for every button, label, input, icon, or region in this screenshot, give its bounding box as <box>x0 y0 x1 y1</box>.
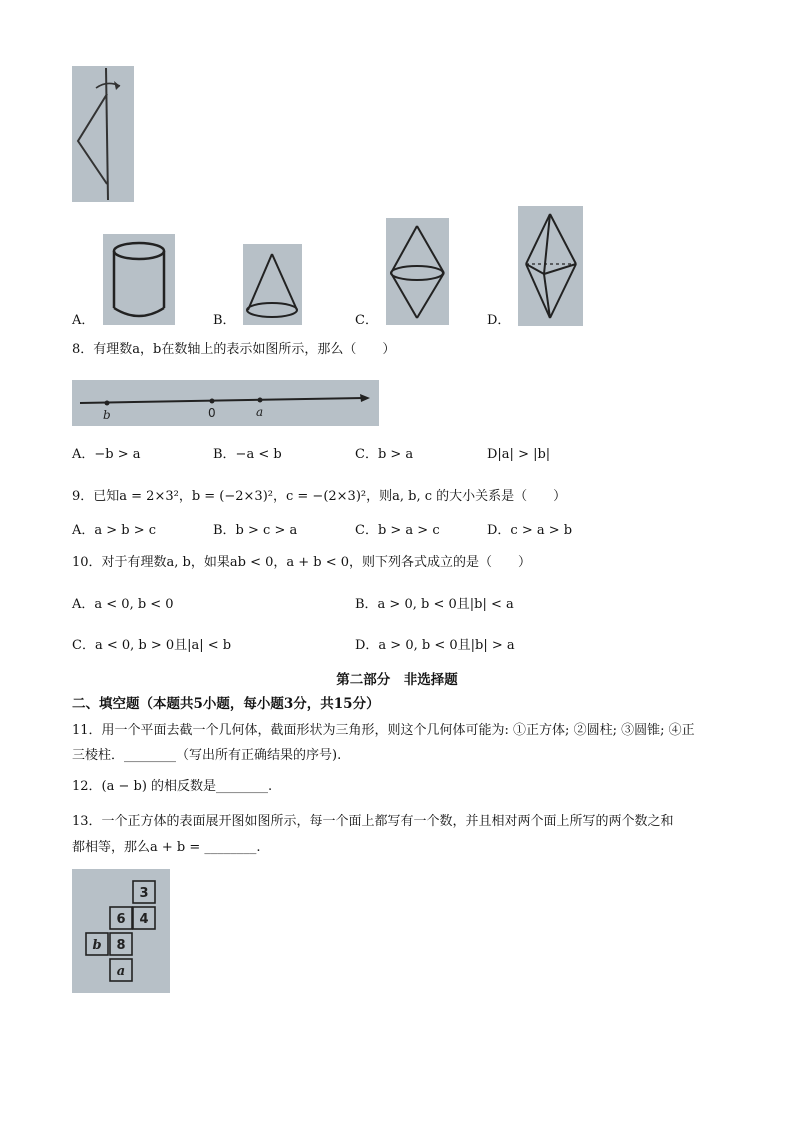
cube-net-figure <box>72 869 170 993</box>
q9-option-a: A．a > b > c <box>72 523 157 538</box>
numberline-label-zero: 0 <box>208 406 216 420</box>
net-face-8: 8 <box>116 938 126 953</box>
net-face-a: a <box>116 964 126 979</box>
q9-stem: 9．已知a = 2×3²，b = (−2×3)²，c = −(2×3)²，则a, b, c 的大小关系是（ ） <box>72 489 567 504</box>
fill-in-section-heading: 二、填空题（本题共5小题，每小题3分，共15分） <box>72 696 380 712</box>
net-face-4: 4 <box>139 912 149 927</box>
q13-line2: 都相等，那么a + b = ________. <box>72 840 261 855</box>
q8-option-b: B．−a < b <box>213 447 282 462</box>
q8-option-d: D|a| > |b| <box>487 447 551 462</box>
q7-option-c-label: C． <box>355 313 378 328</box>
number-line-figure <box>72 380 379 426</box>
numberline-label-a: a <box>256 405 264 419</box>
q8-option-c: C．b > a <box>355 447 414 462</box>
q10-option-d: D．a > 0, b < 0且|b| > a <box>355 638 515 653</box>
q9-option-d: D．c > a > b <box>487 523 573 538</box>
double-cone-figure <box>386 218 449 325</box>
net-face-b: b <box>92 938 102 953</box>
q10-option-b: B．a > 0, b < 0且|b| < a <box>355 597 514 612</box>
q13-line1: 13．一个正方体的表面展开图如图所示，每一个面上都写有一个数，并且相对两个面上所写的两个数之和 <box>72 814 674 829</box>
bipyramid-figure <box>518 206 583 326</box>
part2-title: 第二部分 非选择题 <box>336 672 458 688</box>
q10-stem: 10．对于有理数a, b，如果ab < 0，a + b < 0，则下列各式成立的是（ ） <box>72 555 532 570</box>
rotation-figure <box>72 66 134 202</box>
q11-line2: 三棱柱．________（写出所有正确结果的序号). <box>72 748 342 763</box>
q10-option-a: A．a < 0, b < 0 <box>72 597 174 612</box>
q7-option-d-label: D． <box>487 313 511 328</box>
numberline-label-b: b <box>103 408 111 422</box>
q9-option-c: C．b > a > c <box>355 523 440 538</box>
q10-option-c: C．a < 0, b > 0且|a| < b <box>72 638 232 653</box>
q7-option-a-label: A． <box>72 313 95 328</box>
net-face-6: 6 <box>116 912 126 927</box>
q7-option-b-label: B． <box>213 313 236 328</box>
q8-option-a: A．−b > a <box>72 447 141 462</box>
q8-stem: 8．有理数a，b在数轴上的表示如图所示，那么（ ） <box>72 342 396 357</box>
cone-figure <box>243 244 302 325</box>
cylinder-figure <box>103 234 175 325</box>
net-face-3: 3 <box>139 886 149 901</box>
q11-line1: 11．用一个平面去截一个几何体，截面形状为三角形，则这个几何体可能为: ①正方体; ②圆柱; ③圆锥; ④正 <box>72 723 695 738</box>
q12-text: 12．(a − b) 的相反数是________. <box>72 779 273 794</box>
q9-option-b: B．b > c > a <box>213 523 298 538</box>
